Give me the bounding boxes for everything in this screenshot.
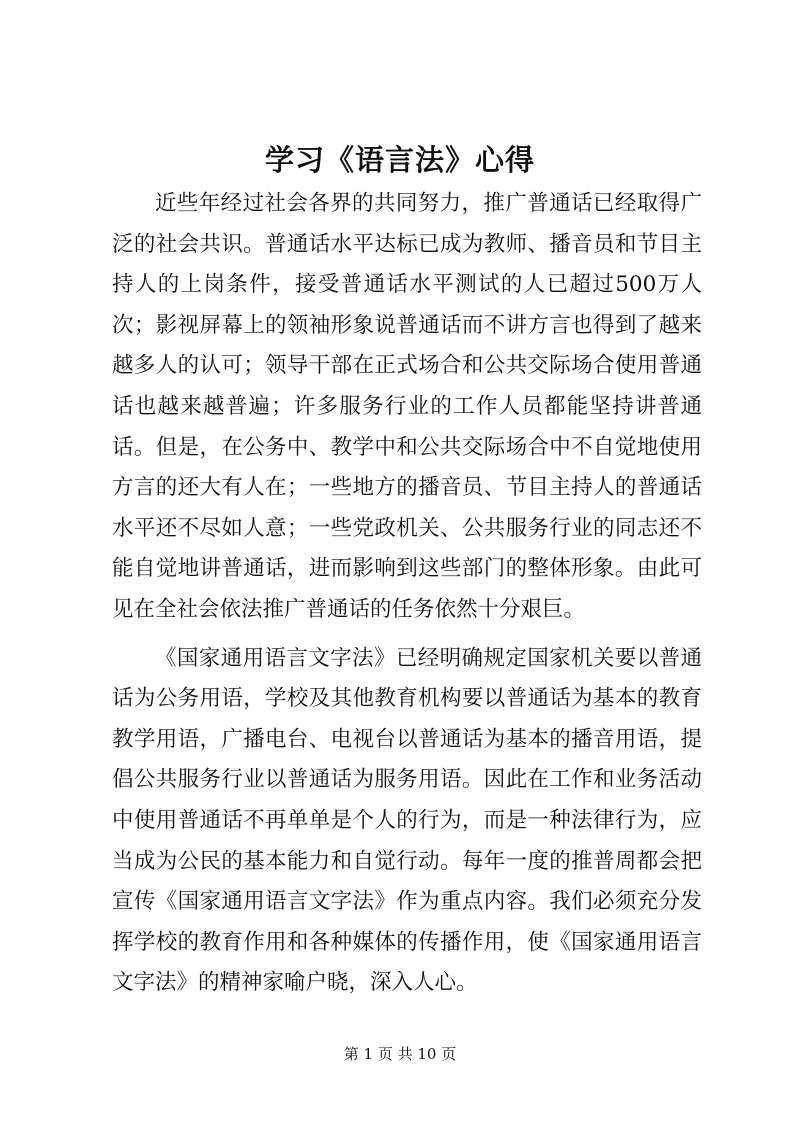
paragraph-2: 《国家通用语言文字法》已经明确规定国家机关要以普通话为公务用语，学校及其他教育机构要以普通话为基本的教育教学用语，广播电台、电视台以普通话为基本的播音用语，提倡公共服务行业以普通话为服务用语。因此在工作和业务活动中使用普通话不再单单是个人的行为，而是一种法律行为，应当成为公民的基本能力和自觉行动。每年一度的推普周都会把宣传《国家通用语言文字法》作为重点内容。我们必须充分发挥学校的教育作用和各种媒体的传播作用，使《国家通用语言文字法》的精神家喻户晓，深入人心。: [112, 645, 702, 996]
page-number-footer: 第 1 页 共 10 页: [343, 1045, 457, 1063]
document-title: 学习《语言法》心得: [264, 143, 535, 177]
document-body: [112, 184, 702, 1004]
paragraph-1: 近些年经过社会各界的共同努力，推广普通话已经取得广泛的社会共识。普通话水平达标已成为教师、播音员和节目主持人的上岗条件，接受普通话水平测试的人已超过500万人次；影视屏幕上的领袖形象说普通话而不讲方言也得到了越来越多人的认可；领导干部在正式场合和公共交际场合使用普通话也越来越普遍；许多服务行业的工作人员都能坚持讲普通话。但是，在公务中、教学中和公共交际场合中不自觉地使用方言的还大有人在；一些地方的播音员、节目主持人的普通话水平还不尽如人意；一些党政机关、公共服务行业的同志还不能自觉地讲普通话，进而影响到这些部门的整体形象。由此可见在全社会依法推广普通话的任务依然十分艰巨。: [112, 191, 702, 622]
